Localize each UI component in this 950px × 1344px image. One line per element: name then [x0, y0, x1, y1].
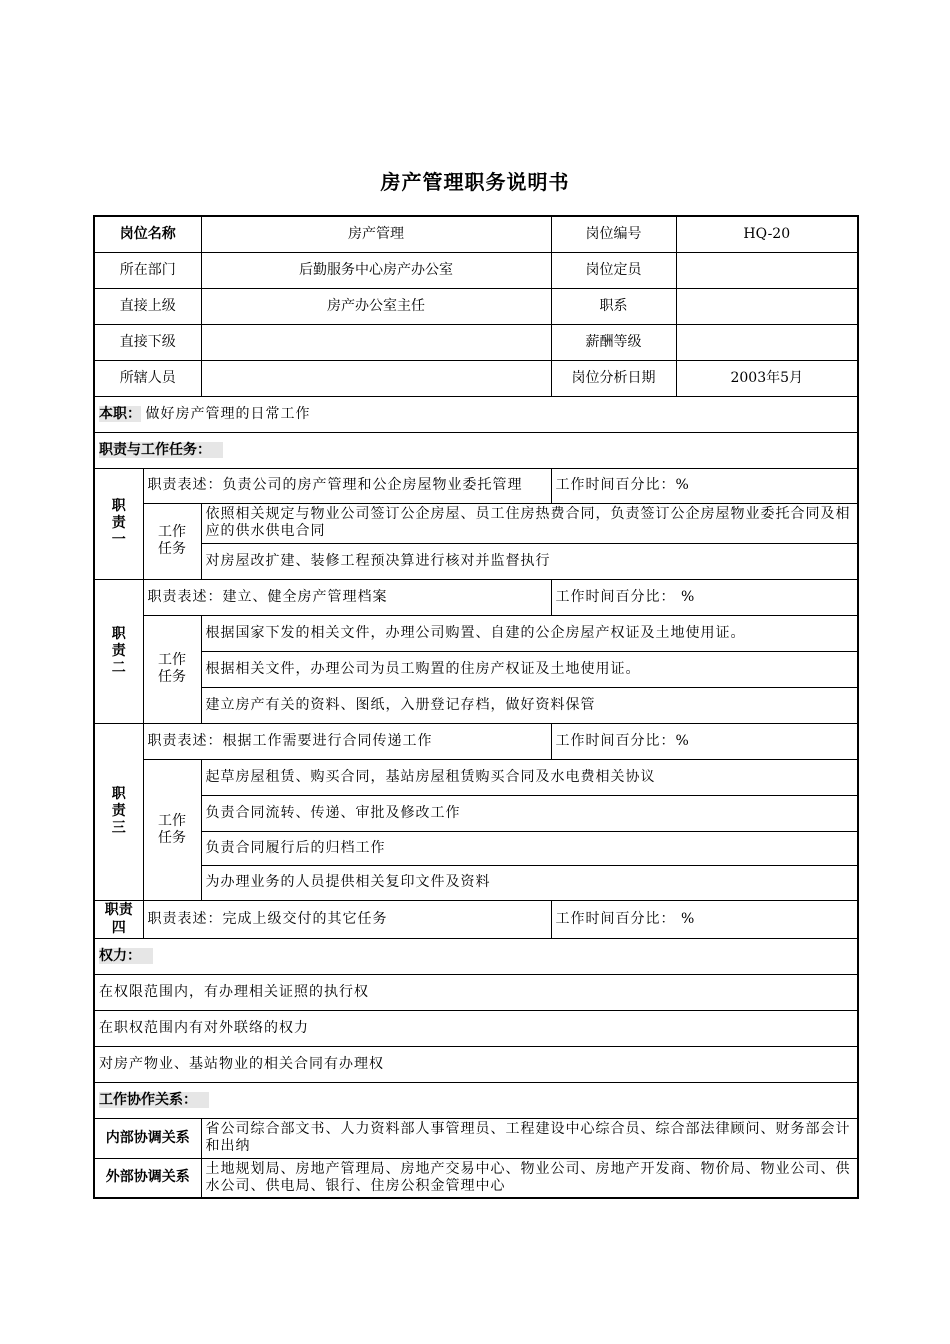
- relations-section-title: [94, 1082, 858, 1118]
- duty-2-statement: 职责表述：建立、健全房产管理档案: [143, 579, 551, 615]
- duty-1-statement: 职责表述：负责公司的房产管理和公企房屋物业委托管理: [143, 468, 551, 503]
- duty-4-percent: 工作时间百分比： %: [551, 900, 858, 938]
- post-name-label: 岗位名称: [94, 216, 201, 252]
- duty-3-statement: 职责表述：根据工作需要进行合同传递工作: [143, 723, 551, 759]
- main-duty-text: 做好房产管理的日常工作: [145, 405, 311, 422]
- quota-label: 岗位定员: [551, 252, 676, 288]
- post-no-value: HQ-20: [676, 216, 858, 252]
- duty-3-percent: 工作时间百分比：%: [551, 723, 858, 759]
- superior-label: 直接上级: [94, 288, 201, 324]
- salary-label: 薪酬等级: [551, 324, 676, 360]
- subordinate-value: [201, 324, 551, 360]
- duty-1-label: 职 责 一: [94, 468, 143, 579]
- powers-section-title: [94, 938, 858, 974]
- analysis-date-value: 2003年5月: [676, 360, 858, 396]
- quota-value: [676, 252, 858, 288]
- external-relation-label: 外部协调关系: [94, 1158, 201, 1198]
- staff-label: 所辖人员: [94, 360, 201, 396]
- duty-3-task-2: 负责合同流转、传递、审批及修改工作: [201, 795, 858, 831]
- duty-3-task-3: 负责合同履行后的归档工作: [201, 831, 858, 865]
- document-title: 房产管理职务说明书: [380, 170, 570, 194]
- internal-relation-text: 省公司综合部文书、人力资料部人事管理员、工程建设中心综合员、综合部法律顾问、财务部会计和出纳: [201, 1118, 858, 1158]
- duty-2-percent: 工作时间百分比： %: [551, 579, 858, 615]
- relations-section-label: 工作协作关系：: [99, 1092, 209, 1108]
- power-1: 在权限范围内，有办理相关证照的执行权: [94, 974, 858, 1010]
- dept-value: 后勤服务中心房产办公室: [201, 252, 551, 288]
- duty-3-task-1: 起草房屋租赁、购买合同，基站房屋租赁购买合同及水电费相关协议: [201, 759, 858, 795]
- duty-1-task-label: 工作 任务: [143, 503, 201, 579]
- post-name-value: 房产管理: [201, 216, 551, 252]
- duty-2-task-2: 根据相关文件，办理公司为员工购置的住房产权证及土地使用证。: [201, 651, 858, 687]
- series-label: 职系: [551, 288, 676, 324]
- duty-2-task-1: 根据国家下发的相关文件，办理公司购置、自建的公企房屋产权证及土地使用证。: [201, 615, 858, 651]
- internal-relation-label: 内部协调关系: [94, 1118, 201, 1158]
- duties-section-label: 职责与工作任务：: [99, 442, 223, 458]
- duty-3-task-label: 工作 任务: [143, 759, 201, 900]
- power-2: 在职权范围内有对外联络的权力: [94, 1010, 858, 1046]
- duty-2-task-label: 工作 任务: [143, 615, 201, 723]
- duty-1-task-2: 对房屋改扩建、装修工程预决算进行核对并监督执行: [201, 543, 858, 579]
- powers-section-label: 权力：: [99, 948, 153, 964]
- series-value: [676, 288, 858, 324]
- subordinate-label: 直接下级: [94, 324, 201, 360]
- duty-2-label: 职 责 二: [94, 579, 143, 723]
- duty-1-percent: 工作时间百分比：%: [551, 468, 858, 503]
- main-duty-label: 本职：: [99, 405, 141, 422]
- analysis-date-label: 岗位分析日期: [551, 360, 676, 396]
- job-description-table: [93, 215, 859, 1199]
- dept-label: 所在部门: [94, 252, 201, 288]
- duty-2-task-3: 建立房产有关的资料、图纸，入册登记存档，做好资料保管: [201, 687, 858, 723]
- main-duty-row: [94, 396, 858, 432]
- superior-value: 房产办公室主任: [201, 288, 551, 324]
- salary-value: [676, 324, 858, 360]
- duties-section-title: [94, 432, 858, 468]
- power-3: 对房产物业、基站物业的相关合同有办理权: [94, 1046, 858, 1082]
- duty-1-task-1: 依照相关规定与物业公司签订公企房屋、员工住房热费合同，负责签订公企房屋物业委托合同及相应的供水供电合同: [201, 503, 858, 543]
- external-relation-text: 土地规划局、房地产管理局、房地产交易中心、物业公司、房地产开发商、物价局、物业公司、供水公司、供电局、银行、住房公积金管理中心: [201, 1158, 858, 1198]
- staff-value: [201, 360, 551, 396]
- post-no-label: 岗位编号: [551, 216, 676, 252]
- duty-3-label: 职 责 三: [94, 723, 143, 900]
- duty-4-label: 职责 四: [94, 900, 143, 938]
- duty-4-statement: 职责表述：完成上级交付的其它任务: [143, 900, 551, 938]
- duty-3-task-4: 为办理业务的人员提供相关复印文件及资料: [201, 865, 858, 900]
